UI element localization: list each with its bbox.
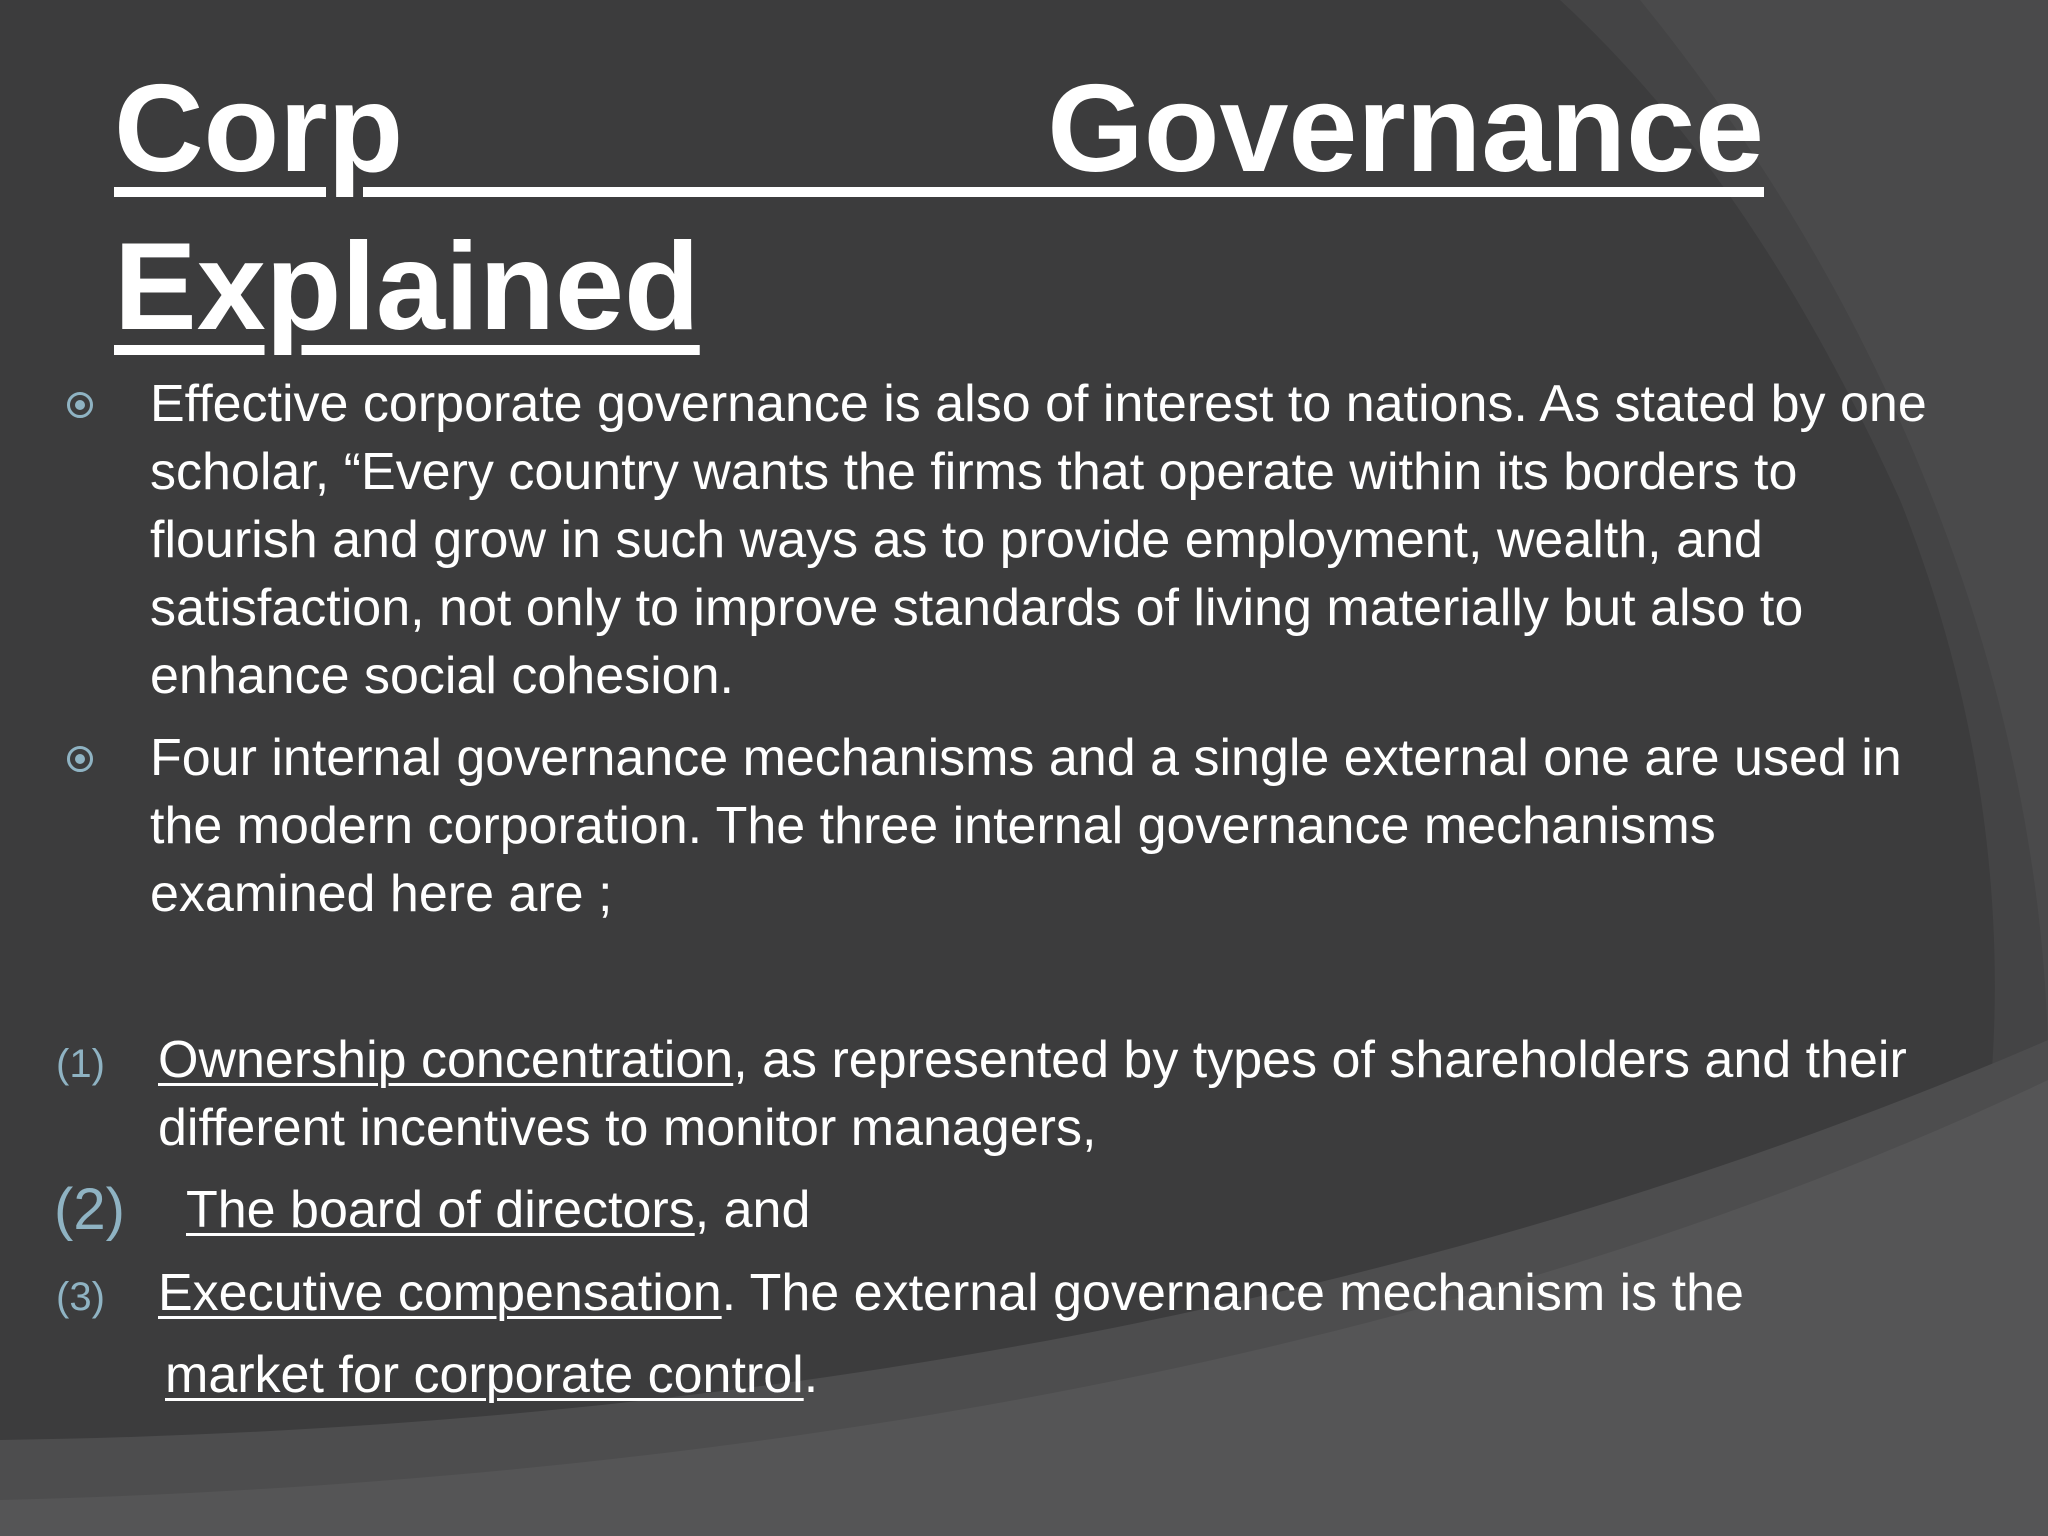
item-text [186,1176,2006,1244]
item-underlined-term: Executive compensation [158,1264,722,1322]
item-rest-text: . [803,1346,819,1404]
bullet-text: Effective corporate governance is also of interest to nations. As stated by one scholar, “Every country wants the firms that operate within its borders to flourish and grow in such ways as to provide employment, wealth, and satisfaction, not only to improve standards of living materially but also to enhance social cohesion. [150,375,1927,705]
item-rest-text: . The external governance mechanism is the [721,1264,1744,1322]
item-number: (1) [56,1042,105,1086]
item-text [158,1026,1978,1162]
bullet-item [0,370,2048,710]
circle-dot-icon [67,392,93,418]
item-number: (3) [56,1275,105,1319]
item-underlined-term: Ownership concentration [158,1031,734,1089]
bullet-list [0,370,2048,942]
bullet-item [0,724,2048,928]
item-underlined-term: market for corporate control [165,1346,804,1404]
item-number: (2) [54,1177,125,1242]
item-rest-text: , and [694,1181,811,1239]
circle-dot-icon [67,746,93,772]
bullet-text: Four internal governance mechanisms and a single external one are used in the modern corporation. The three internal governance mechanisms examined here are ; [150,729,1902,923]
item-rest-text: , as represented by types of shareholders and their different incentives to monitor managers, [158,1031,1907,1157]
item-text [165,1341,1985,1409]
item-text [158,1259,1978,1327]
item-underlined-term: The board of directors [186,1181,695,1239]
slide-title: Corp Governance Explained [114,60,1764,356]
